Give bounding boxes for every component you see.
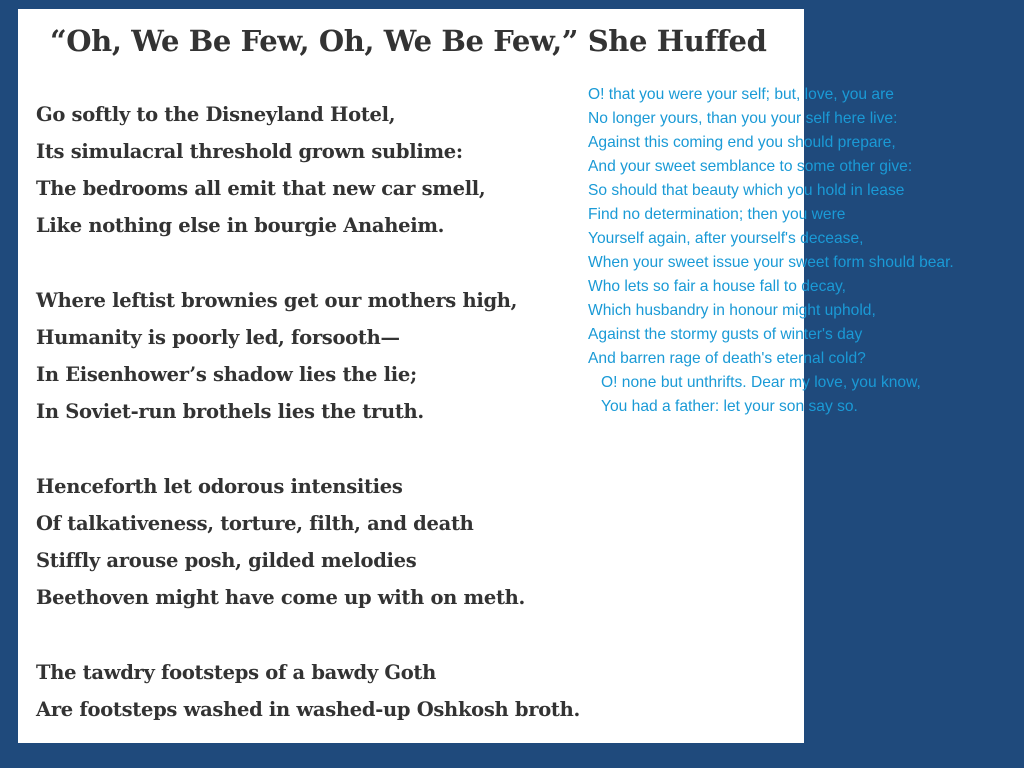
poem-line: In Soviet-run brothels lies the truth. xyxy=(36,400,424,423)
stanza xyxy=(36,654,796,728)
poem-line: Where leftist brownies get our mothers high, xyxy=(36,289,518,312)
poem-line: Henceforth let odorous intensities xyxy=(36,475,403,498)
sonnet-line: No longer yours, than you your self here live: xyxy=(588,110,898,127)
poem-line: Stiffly arouse posh, gilded melodies xyxy=(36,549,417,572)
poem-title: “Oh, We Be Few, Oh, We Be Few,” She Huffed xyxy=(50,24,767,58)
poem-line: Of talkativeness, torture, filth, and death xyxy=(36,512,474,535)
sonnet-line: And your sweet semblance to some other give: xyxy=(588,158,913,175)
sonnet-line: And barren rage of death's eternal cold? xyxy=(588,350,866,367)
sonnet-line: Yourself again, after yourself's decease, xyxy=(588,230,864,247)
sonnet-line: Who lets so fair a house fall to decay, xyxy=(588,278,847,295)
sonnet-line: When your sweet issue your sweet form should bear. xyxy=(588,254,954,271)
sonnet-line: Find no determination; then you were xyxy=(588,206,846,223)
poem-line: Its simulacral threshold grown sublime: xyxy=(36,140,463,163)
poem-line: In Eisenhower’s shadow lies the lie; xyxy=(36,363,417,386)
sonnet-couplet-line: You had a father: let your son say so. xyxy=(601,398,858,415)
sonnet-line: Against the stormy gusts of winter's day xyxy=(588,326,863,343)
sonnet-line: So should that beauty which you hold in lease xyxy=(588,182,905,199)
sonnet-line: Against this coming end you should prepare, xyxy=(588,134,896,151)
poem-line: The bedrooms all emit that new car smell, xyxy=(36,177,486,200)
poem-line: Like nothing else in bourgie Anaheim. xyxy=(36,214,445,237)
poem-line: Go softly to the Disneyland Hotel, xyxy=(36,103,396,126)
sonnet-line: O! that you were your self; but, love, you are xyxy=(588,86,894,103)
poem-line: The tawdry footsteps of a bawdy Goth xyxy=(36,661,437,684)
stanza xyxy=(36,468,796,616)
poem-line: Humanity is poorly led, forsooth— xyxy=(36,326,400,349)
sonnet-line: Which husbandry in honour might uphold, xyxy=(588,302,876,319)
sonnet-couplet-line: O! none but unthrifts. Dear my love, you know, xyxy=(601,374,921,391)
poem-line: Are footsteps washed in washed-up Oshkosh broth. xyxy=(36,698,580,721)
sonnet-text xyxy=(588,83,1024,419)
poem-line: Beethoven might have come up with on meth. xyxy=(36,586,526,609)
